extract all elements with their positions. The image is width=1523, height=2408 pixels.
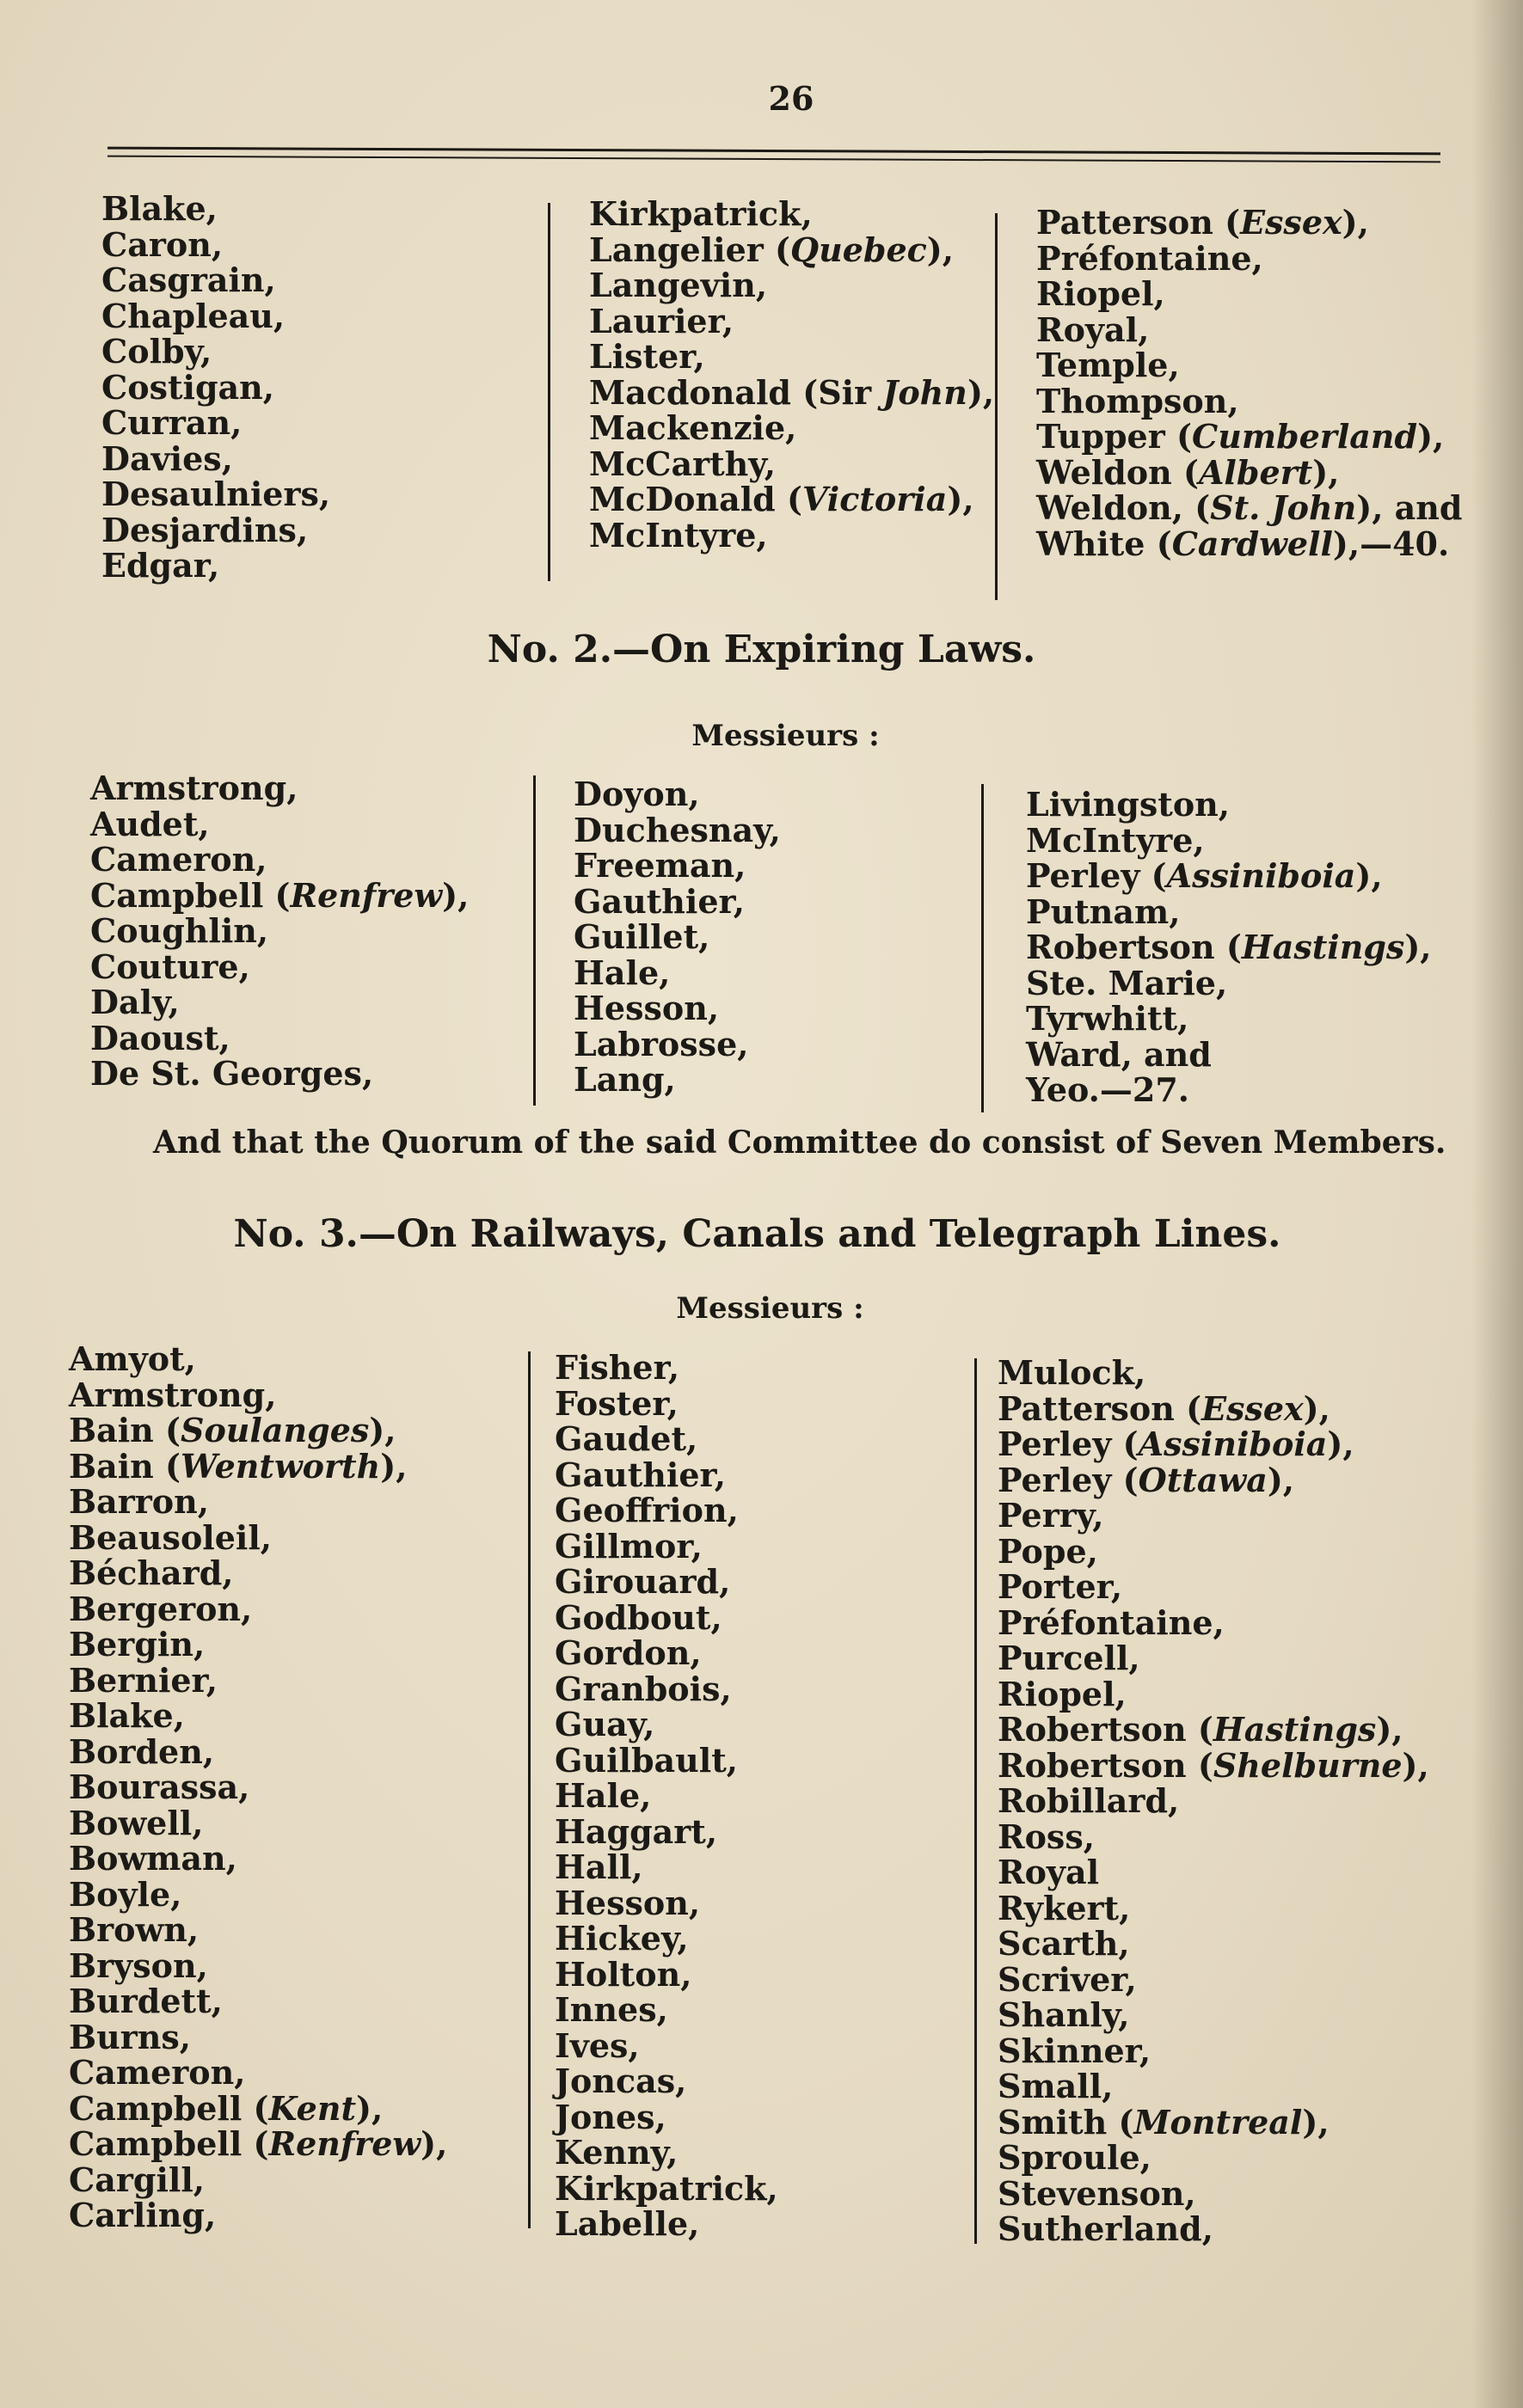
member-name: Burdett,: [69, 1982, 223, 2020]
member-name: McIntyre,: [1026, 820, 1205, 860]
member-name: Perry,: [998, 1496, 1104, 1535]
member-name: Campbell (Kent),: [69, 2088, 384, 2128]
member-name: Burns,: [69, 2017, 192, 2056]
constituency: Quebec: [790, 230, 927, 269]
member-name: Innes,: [555, 1990, 668, 2029]
member-name: Bergin,: [69, 1625, 206, 1664]
member-name: Perley (Ottawa),: [998, 1460, 1295, 1499]
member-name: Girouard,: [555, 1562, 731, 1601]
member-name: Tyrwhitt,: [1026, 999, 1189, 1038]
member-name: Patterson (Essex),: [998, 1388, 1330, 1428]
constituency: Albert: [1198, 452, 1313, 492]
member-name: Préfontaine,: [1036, 238, 1263, 278]
member-name: McCarthy,: [589, 444, 776, 483]
member-name: Campbell (Renfrew),: [90, 875, 470, 915]
column-divider: [533, 775, 536, 1106]
column-divider: [974, 1358, 977, 2244]
member-name: Gillmor,: [555, 1526, 703, 1566]
member-name: Gordon,: [555, 1633, 702, 1672]
member-name: Préfontaine,: [998, 1602, 1225, 1642]
member-name: Labelle,: [555, 2204, 700, 2243]
header-rule: [107, 147, 1440, 163]
member-name: Bain (Soulanges),: [69, 1411, 396, 1449]
member-name: Blake,: [69, 1696, 185, 1735]
page-number: 26: [768, 79, 814, 118]
constituency: Essex: [1240, 203, 1342, 242]
member-name: Small,: [998, 2067, 1114, 2105]
member-name: Guilbault,: [555, 1740, 738, 1780]
constituency: St. John: [1210, 488, 1357, 527]
member-name: Amyot,: [69, 1339, 196, 1378]
member-name: Armstrong,: [90, 769, 298, 807]
column-divider: [548, 203, 550, 581]
member-name: Labrosse,: [574, 1024, 749, 1063]
member-name: Edgar,: [101, 546, 220, 585]
member-name: Langelier (Quebec),: [589, 230, 955, 269]
member-name: Costigan,: [101, 367, 275, 407]
member-name: Desaulniers,: [101, 475, 331, 513]
member-name: Gauthier,: [555, 1455, 726, 1494]
member-name: Lang,: [574, 1060, 676, 1099]
section2-heading: No. 2.—On Expiring Laws.: [487, 628, 1036, 671]
member-name: Cameron,: [90, 840, 267, 879]
section3-column-2: [555, 1350, 778, 2242]
member-name: Guillet,: [574, 917, 710, 956]
member-name: Freeman,: [574, 846, 746, 885]
member-name: Guay,: [555, 1705, 655, 1743]
section3-column-3: [998, 1355, 1429, 2247]
member-name: Mulock,: [998, 1353, 1146, 1392]
constituency: Renfrew: [290, 875, 443, 915]
quorum-note: And that the Quorum of the said Committee do consist of Seven Members.: [153, 1124, 1446, 1161]
section1-column-1: [101, 191, 330, 584]
member-name: Daly,: [90, 983, 180, 1021]
member-name: Carling,: [69, 2196, 217, 2234]
member-name: Holton,: [555, 1954, 692, 1994]
member-name: Scriver,: [998, 1959, 1137, 1999]
member-name: Armstrong,: [69, 1375, 277, 1414]
section3-messieurs: Messieurs :: [676, 1291, 864, 1326]
constituency: Hastings: [1213, 1710, 1377, 1749]
column-divider: [528, 1351, 531, 2228]
member-name: Robertson (Hastings),: [998, 1710, 1403, 1749]
member-name: Bryson,: [69, 1945, 208, 1985]
member-name: Bain (Wentworth),: [69, 1446, 408, 1486]
member-name: Gauthier,: [574, 881, 745, 921]
member-name: Pope,: [998, 1531, 1098, 1571]
member-name: Skinner,: [998, 2031, 1151, 2070]
member-name: Perley (Assiniboia),: [998, 1425, 1354, 1463]
member-name: Campbell (Renfrew),: [69, 2124, 448, 2163]
member-name: Hickey,: [555, 1919, 689, 1958]
constituency: John: [882, 372, 967, 412]
member-name: Royal: [998, 1853, 1100, 1891]
member-name: Bowell,: [69, 1803, 204, 1842]
member-name: Haggart,: [555, 1811, 718, 1851]
member-name: Geoffrion,: [555, 1491, 739, 1529]
member-name: Ives,: [555, 2025, 640, 2065]
member-name: Purcell,: [998, 1639, 1140, 1677]
member-name: Fisher,: [555, 1348, 680, 1387]
member-name: Godbout,: [555, 1597, 722, 1637]
section2-messieurs: Messieurs :: [691, 719, 880, 753]
constituency: Renfrew: [268, 2124, 421, 2163]
member-name: Yeo.—27.: [1026, 1070, 1190, 1109]
member-name: Robertson (Shelburne),: [998, 1745, 1429, 1785]
member-name: Bergeron,: [69, 1589, 253, 1628]
constituency: Assiniboia: [1166, 856, 1356, 895]
member-name: Chapleau,: [101, 296, 286, 335]
constituency: Assiniboia: [1138, 1425, 1328, 1463]
member-name: Boyle,: [69, 1874, 182, 1914]
member-name: Temple,: [1036, 346, 1180, 384]
member-name: Kirkpatrick,: [555, 2168, 778, 2208]
member-name: Casgrain,: [101, 260, 276, 299]
member-name: Granbois,: [555, 1669, 732, 1708]
member-name: Weldon (Albert),: [1036, 452, 1340, 492]
member-name: Cameron,: [69, 2053, 246, 2092]
member-name: Colby,: [101, 332, 212, 371]
member-name: Putnam,: [1026, 892, 1181, 931]
member-name: Scarth,: [998, 1924, 1130, 1963]
member-name: Couture,: [90, 947, 250, 986]
member-name: Riopel,: [998, 1674, 1127, 1713]
member-name: Bourassa,: [69, 1768, 250, 1806]
section2-column-1: [90, 770, 469, 1092]
member-name: Lister,: [589, 337, 705, 376]
member-name: Perley (Assiniboia),: [1026, 856, 1383, 895]
member-name: Joncas,: [555, 2062, 687, 2100]
member-name: Blake,: [101, 189, 218, 228]
member-name: Bernier,: [69, 1660, 218, 1700]
member-name: Curran,: [101, 403, 243, 442]
member-name: White (Cardwell),—40.: [1036, 524, 1450, 563]
member-name: Jones,: [555, 2097, 666, 2136]
constituency: Ottawa: [1138, 1460, 1268, 1499]
member-name: Davies,: [101, 438, 233, 478]
section2-column-3: [1026, 787, 1432, 1108]
member-name: McIntyre,: [589, 515, 768, 555]
member-name: Hale,: [555, 1776, 652, 1815]
section1-column-2: [589, 196, 994, 553]
member-name: Kirkpatrick,: [589, 194, 813, 233]
member-name: Hale,: [574, 953, 671, 992]
member-name: Langevin,: [589, 266, 768, 304]
member-name: De St. Georges,: [90, 1054, 374, 1093]
member-name: Foster,: [555, 1383, 679, 1423]
constituency: Kent: [268, 2088, 357, 2128]
section3-column-1: [69, 1341, 447, 2233]
member-name: Coughlin,: [90, 911, 269, 950]
member-name: Tupper (Cumberland),: [1036, 417, 1445, 456]
member-name: Weldon, (St. John), and: [1036, 488, 1463, 527]
member-name: Duchesnay,: [574, 810, 781, 849]
member-name: McDonald (Victoria),: [589, 480, 974, 518]
member-name: Desjardins,: [101, 510, 309, 549]
member-name: Livingston,: [1026, 785, 1231, 824]
member-name: Sutherland,: [998, 2209, 1213, 2248]
member-name: Thompson,: [1036, 381, 1239, 420]
member-name: Béchard,: [69, 1553, 234, 1592]
member-name: Doyon,: [574, 775, 700, 813]
member-name: Laurier,: [589, 301, 734, 340]
member-name: Patterson (Essex),: [1036, 203, 1369, 242]
member-name: Bowman,: [69, 1839, 237, 1878]
member-name: Gaudet,: [555, 1419, 698, 1458]
constituency: Victoria: [801, 480, 948, 518]
constituency: Wentworth: [181, 1446, 381, 1486]
member-name: Mackenzie,: [589, 408, 797, 447]
member-name: Brown,: [69, 1910, 200, 1949]
constituency: Cumberland: [1191, 417, 1418, 456]
constituency: Essex: [1201, 1388, 1304, 1428]
member-name: Borden,: [69, 1731, 215, 1771]
member-name: Audet,: [90, 804, 210, 843]
member-name: Riopel,: [1036, 274, 1165, 313]
member-name: Stevenson,: [998, 2173, 1196, 2213]
member-name: Hall,: [555, 1847, 643, 1886]
member-name: Sproule,: [998, 2138, 1151, 2177]
constituency: Hastings: [1241, 928, 1405, 966]
section3-heading: No. 3.—On Railways, Canals and Telegraph Lines.: [233, 1212, 1281, 1256]
section2-column-2: [574, 776, 781, 1098]
member-name: Robertson (Hastings),: [1026, 928, 1432, 966]
member-name: Smith (Montreal),: [998, 2102, 1330, 2141]
constituency: Soulanges: [181, 1411, 370, 1449]
member-name: Ward, and: [1026, 1034, 1212, 1074]
member-name: Hesson,: [555, 1883, 701, 1922]
member-name: Hesson,: [574, 989, 720, 1027]
member-name: Ste. Marie,: [1026, 963, 1228, 1002]
member-name: Daoust,: [90, 1018, 230, 1057]
member-name: Beausoleil,: [69, 1517, 272, 1557]
member-name: Macdonald (Sir John),: [589, 372, 995, 412]
member-name: Kenny,: [555, 2133, 679, 2172]
constituency: Shelburne: [1213, 1745, 1403, 1785]
member-name: Porter,: [998, 1567, 1123, 1606]
column-divider: [995, 213, 998, 600]
member-name: Cargill,: [69, 2160, 205, 2199]
page-edge-shadow: [1471, 0, 1523, 2408]
member-name: Robillard,: [998, 1781, 1180, 1820]
column-divider: [981, 784, 984, 1112]
member-name: Ross,: [998, 1817, 1095, 1856]
member-name: Rykert,: [998, 1888, 1131, 1927]
member-name: Royal,: [1036, 309, 1150, 349]
constituency: Montreal: [1133, 2102, 1303, 2141]
member-name: Shanly,: [998, 1995, 1130, 2034]
member-name: Barron,: [69, 1482, 209, 1521]
member-name: Caron,: [101, 224, 224, 264]
constituency: Cardwell: [1171, 524, 1333, 563]
section1-column-3: [1036, 205, 1462, 561]
